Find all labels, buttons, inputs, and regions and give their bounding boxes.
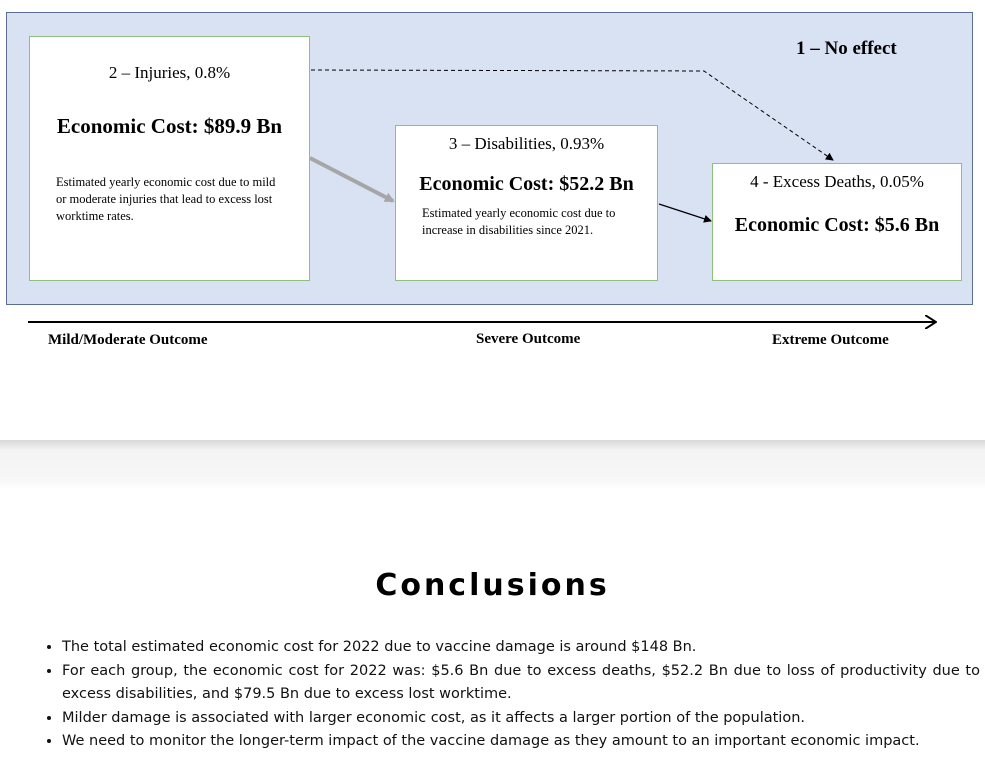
- axis-label-mild: Mild/Moderate Outcome: [48, 332, 208, 348]
- disabilities-title: 3 – Disabilities, 0.93%: [448, 134, 605, 153]
- disabilities-cost: Economic Cost: $52.2 Bn: [419, 173, 634, 195]
- injuries-title: 2 – Injuries, 0.8%: [108, 63, 231, 82]
- deaths-box: [712, 163, 962, 281]
- injuries-cost: Economic Cost: $89.9 Bn: [56, 114, 283, 138]
- injuries-description: Estimated yearly economic cost due to mild or moderate injuries that lead to excess lost worktime rates.: [56, 175, 276, 223]
- list-item: • We need to monitor the longer-term impact of the vaccine damage as they amount to an important economic impact.: [62, 730, 980, 754]
- no-effect-label: 1 – No effect: [796, 38, 897, 59]
- section-separator: [0, 440, 985, 490]
- conclusions-title: Conclusions: [375, 568, 610, 603]
- list-item: • The total estimated economic cost for 2022 due to vaccine damage is around $148 Bn.: [62, 636, 980, 660]
- deaths-title: 4 - Excess Deaths, 0.05%: [750, 172, 924, 191]
- axis-label-severe: Severe Outcome: [476, 331, 581, 347]
- conclusions-list: [40, 636, 980, 754]
- deaths-cost: Economic Cost: $5.6 Bn: [734, 214, 940, 236]
- disabilities-description: Estimated yearly economic cost due to increase in disabilities since 2021.: [422, 206, 616, 237]
- list-item: • For each group, the economic cost for 2022 was: $5.6 Bn due to excess deaths, $52.2 Bn due to loss of productivity due to excess disabilities, and $79.5 Bn due to excess lost worktime.: [62, 660, 980, 707]
- list-item: • Milder damage is associated with larger economic cost, as it affects a larger portion of the population.: [62, 707, 980, 731]
- injuries-box: [29, 36, 310, 281]
- axis-label-extreme: Extreme Outcome: [772, 332, 889, 348]
- disabilities-box: [395, 125, 658, 281]
